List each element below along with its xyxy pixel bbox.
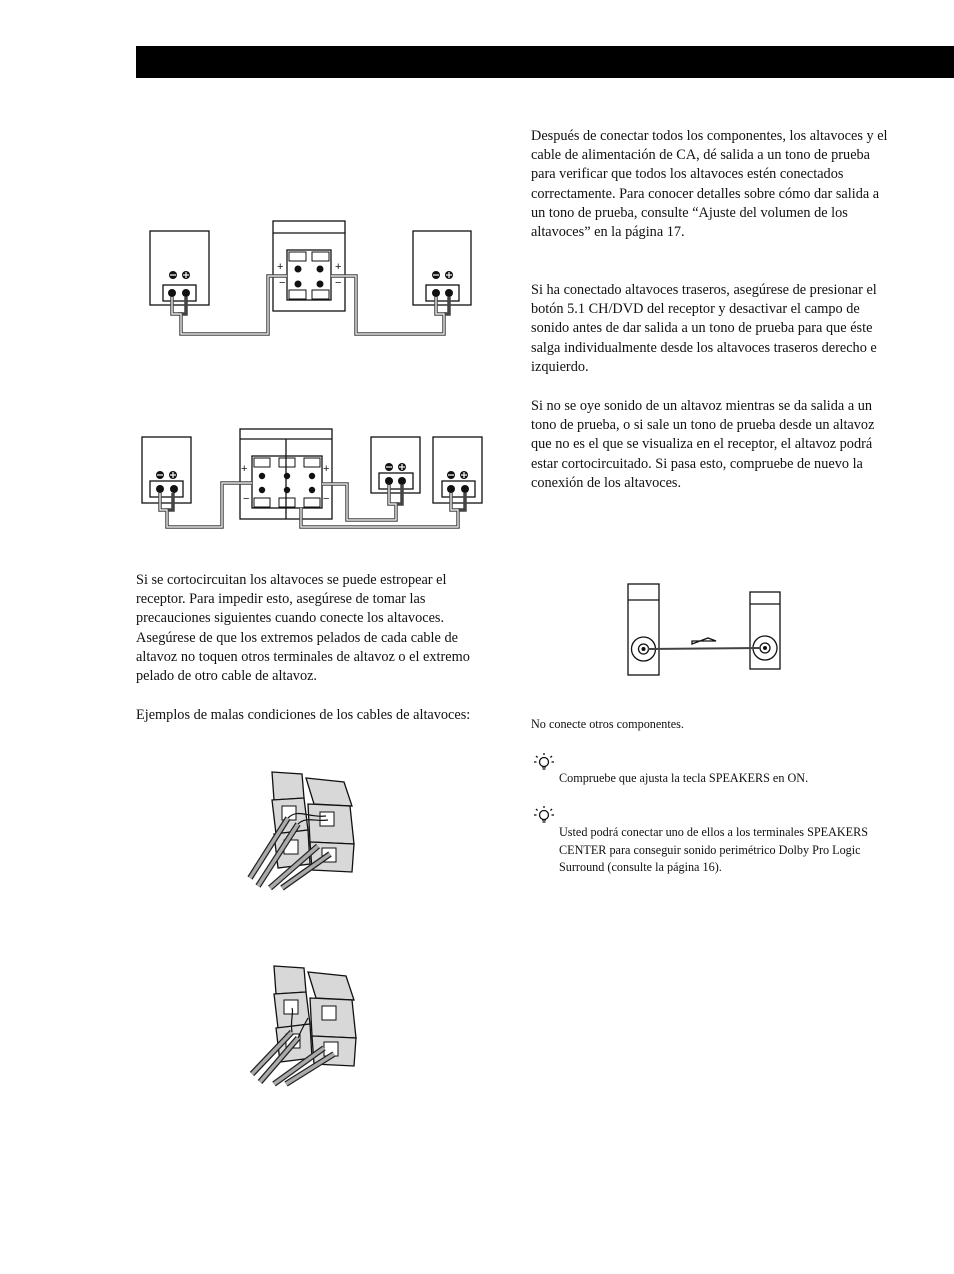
svg-text:+: +	[323, 463, 330, 475]
speaker-terminal-bad-example-1	[248, 768, 358, 888]
svg-text:+: +	[277, 261, 284, 273]
tip-center-terminals: Usted podrá conectar uno de ellos a los terminales SPEAKERS CENTER para conseguir sonido perimétrico Dolby Pro Logic Surround (consulte la página 16).	[559, 825, 869, 874]
svg-text:+: +	[335, 261, 342, 273]
lightbulb-tip-icon	[533, 752, 555, 774]
short-circuit-warning-paragraph: Si se cortocircuitan los altavoces se puede estropear el receptor. Para impedir esto, asegúrese de tomar las precauciones siguientes cuando conecte los altavoces. Asegúrese de que los extremos pelados de cada cable de altavoz no toquen otros terminales de altavoz o el extremo pelado de otro cable de altavoz.	[136, 572, 470, 685]
rear-speakers-paragraph: Si ha conectado altavoces traseros, asegúrese de presionar el botón 5.1 CH/DVD del receptor y desactivar el campo de sonido antes de dar salida a un tono de prueba para que éste salga individualmente desde los altavoces traseros derecho e izquierdo.	[531, 282, 877, 375]
svg-text:−: −	[323, 493, 330, 505]
speaker-connection-diagram-front	[148, 218, 478, 340]
subwoofer-connection-diagram	[626, 582, 784, 678]
svg-text:−: −	[335, 277, 342, 289]
short-circuit-check-paragraph: Si no se oye sonido de un altavoz mientras se da salida a un tono de prueba, o si sale un tono de prueba desde un altavoz que no es el que se visualiza en el receptor, el altavoz podrá estar cortocircuitado. Si pasa esto, compruebe de nuevo la conexión de los altavoces.	[531, 398, 875, 491]
svg-text:−: −	[243, 493, 250, 505]
header-bar	[136, 46, 954, 78]
svg-text:−: −	[279, 277, 286, 289]
note-no-other-components: No conecte otros componentes.	[531, 717, 684, 731]
speaker-terminal-bad-example-2	[250, 962, 360, 1084]
tip-speakers-on: Compruebe que ajusta la tecla SPEAKERS en ON.	[559, 771, 809, 785]
bad-wiring-examples-label: Ejemplos de malas condiciones de los cables de altavoces:	[136, 707, 471, 723]
lightbulb-tip-icon	[533, 805, 555, 827]
test-tone-paragraph: Después de conectar todos los componentes, los altavoces y el cable de alimentación de CA, dé salida a un tono de prueba para verificar que todos los altavoces estén conectados correctamente. Para conocer detalles sobre cómo dar salida a un tono de prueba, consulte “Ajuste del volumen de los altavoces” en la página 17.	[531, 128, 888, 241]
svg-text:+: +	[241, 463, 248, 475]
speaker-connection-diagram-rear	[140, 426, 486, 534]
